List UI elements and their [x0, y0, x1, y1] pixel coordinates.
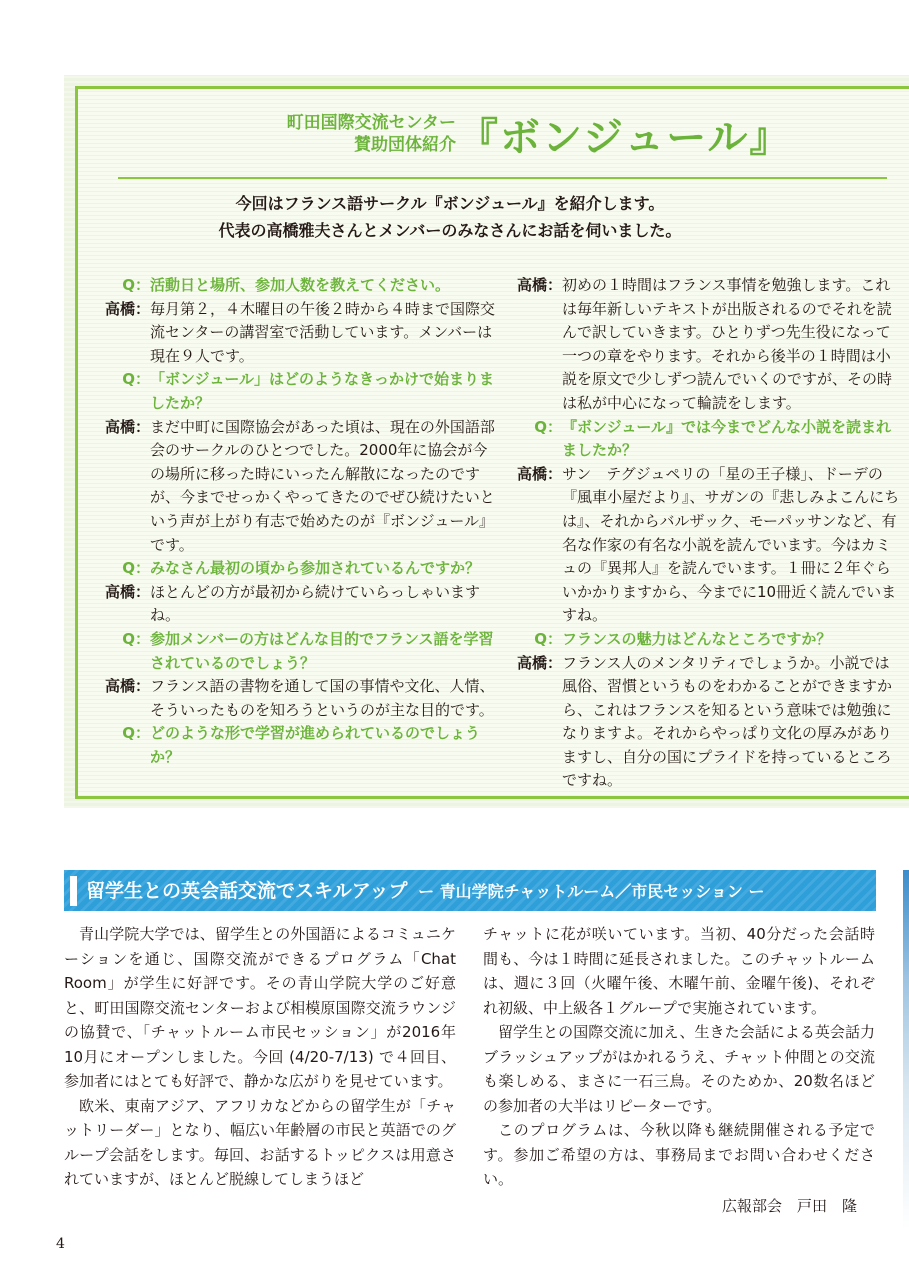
- article-paragraph: チャットに花が咲いています。当初、40分だった会話時間も、今は１時間に延長されました。このチャットルームは、週に３回（火曜午後、木曜午前、金曜午後)、それぞれ初級、中上級各１グループで実施されています。: [483, 925, 875, 1017]
- qa-text: フランス人のメンタリティでしょうか。小説では風俗、習慣というものをわかることができますから、これはフランスを知るという意味では勉強になりますよ。それからやっぱり文化の厚みがありますし、自分の国にプライドを持っているところですね。: [562, 653, 893, 790]
- article-signature: 広報部会 戸田 隆: [721, 1196, 857, 1215]
- qa-label: 高橋：: [516, 653, 562, 672]
- qa-answer: [100, 416, 495, 558]
- qa-label: Q：: [122, 276, 150, 294]
- article-paragraph: 青山学院大学では、留学生との外国語によるコミュニケーションを通じ、国際交流ができるプログラム「Chat Room」が学生に好評です。その青山学院大学のご好意と、町田国際交流センターおよび相模原国際交流ラウンジの協賛で、「チャットルーム市民セッション」が2016年10月にオープンしました。今回 (4/20-7/13) で４回目、参加者にはとても好評で、静かな広がりを見せています。: [64, 925, 456, 1090]
- qa-text: ほとんどの方が最初から続けていらっしゃいますね。: [150, 582, 481, 625]
- qa-text: 毎月第２，４木曜日の午後２時から４時まで国際交流センターの講習室で活動しています。メンバーは現在９人です。: [150, 299, 496, 365]
- interview-intro: [100, 190, 800, 244]
- qa-answer: [100, 675, 495, 722]
- qa-answer: [514, 274, 904, 416]
- qa-label: 高橋：: [104, 417, 150, 436]
- qa-text: 初めの１時間はフランス事情を勉強します。これは毎年新しいテキストが出版されるのでそれを読んで訳していきます。ひとりずつ先生役になって一つの章をやります。それから後半の１時間は小説を原文で少しずつ読んでいくのですが、その時は私が中心になって輪読をします。: [562, 276, 893, 412]
- qa-question: [100, 274, 495, 298]
- qa-text: まだ中町に国際協会があった頃は、現在の外国語部会のサークルのひとつでした。2000年に協会が今の場所に移った時にいったん解散になったのですが、今までせっかくやってきたのでぜひ続けたいという声が上がり有志で始めたのが『ボンジュール』です。: [150, 417, 495, 554]
- qa-label: 高橋：: [104, 677, 150, 696]
- qa-answer: [100, 298, 495, 369]
- qa-label: Q：: [534, 629, 562, 648]
- article-paragraph: このプログラムは、今秋以降も継続開催される予定です。参加ご希望の方は、事務局までお問い合わせください。: [483, 1121, 875, 1188]
- qa-text: どのような形で学習が進められているのでしょうか？: [150, 724, 481, 766]
- qa-question: [514, 416, 904, 463]
- qa-question: [514, 628, 904, 652]
- qa-answer: [100, 581, 495, 628]
- article-title-main: 留学生との英会話交流でスキルアップ: [86, 880, 408, 902]
- intro-line2: 代表の高橋雅夫さんとメンバーのみなさんにお話を伺いました。: [218, 221, 682, 240]
- title-divider: [118, 177, 887, 179]
- qa-question: [100, 722, 495, 769]
- qa-column-left: [100, 274, 495, 769]
- article-paragraph: 欧米、東南アジア、アフリカなどからの留学生が「チャットリーダー」となり、幅広い年齢層の市民と英語でのグループ会話をします。毎回、お話するトッピクスは用意されていますが、ほとんど脱線してしまうほど: [64, 1096, 456, 1188]
- qa-text: みなさん最初の頃から参加されているんですか？: [150, 559, 481, 578]
- qa-label: 高橋：: [104, 582, 150, 601]
- qa-text: サン テグジュペリの「星の王子様」、ドーデの『風車小屋だより』、サガンの『悲しみよこんにちは』、それからバルザック、モーパッサンなど、有名な作家の有名な小説を読んでいます。今はカミュの『異邦人』を読んでいます。１冊に２年ぐらいかかりますから、今までに10冊近く読んでいますね。: [562, 464, 900, 625]
- article-paragraph: 留学生との国際交流に加え、生きた会話による英会話力ブラッシュアップがはかれるうえ、チャット仲間との交流も楽しめる、まさに一石三鳥。そのためか、20数名ほどの参加者の大半はリピーターです。: [483, 1023, 875, 1115]
- article-column-right: [483, 922, 875, 1218]
- article-subtitle: ー 青山学院チャットルーム／市民セッション ー: [418, 882, 765, 901]
- qa-label: Q：: [122, 559, 150, 578]
- qa-label: 高橋：: [516, 464, 562, 483]
- interview-title: 『ボンジュール』: [458, 115, 792, 161]
- qa-label: Q：: [534, 417, 562, 436]
- qa-question: [100, 557, 495, 581]
- qa-text: フランス語の書物を通して国の事情や文化、人情、そういったものを知ろうというのが主な目的です。: [150, 677, 495, 719]
- qa-label: 高橋：: [516, 276, 562, 294]
- qa-answer: [514, 652, 904, 794]
- article-title: [86, 877, 764, 906]
- qa-text: 活動日と場所、参加人数を教えてください。: [150, 276, 451, 294]
- qa-label: Q：: [122, 370, 150, 389]
- qa-text: 『ボンジュール』では今までどんな小説を読まれましたか？: [562, 417, 892, 460]
- title-sub-line2: 賛助団体紹介: [354, 135, 456, 155]
- banner-marker: [70, 876, 77, 906]
- qa-answer: [514, 463, 904, 628]
- qa-label: 高橋：: [104, 299, 150, 318]
- interview-title-sub: [246, 112, 456, 156]
- qa-label: Q：: [122, 724, 150, 743]
- article-column-left: [64, 922, 456, 1192]
- qa-label: Q：: [122, 629, 150, 648]
- page-number: 4: [56, 1236, 65, 1252]
- qa-text: 「ボンジュール」はどのようなきっかけで始まりましたか？: [150, 370, 495, 412]
- qa-column-right: [514, 274, 904, 793]
- title-sub-line1: 町田国際交流センター: [286, 113, 456, 133]
- qa-text: フランスの魅力はどんなところですか？: [562, 629, 832, 648]
- intro-line1: 今回はフランス語サークル『ボンジュール』を紹介します。: [235, 194, 665, 213]
- side-decoration: [903, 870, 909, 1230]
- qa-text: 参加メンバーの方はどんな目的でフランス語を学習されているのでしょう？: [150, 629, 494, 672]
- qa-question: [100, 628, 495, 675]
- qa-question: [100, 368, 495, 415]
